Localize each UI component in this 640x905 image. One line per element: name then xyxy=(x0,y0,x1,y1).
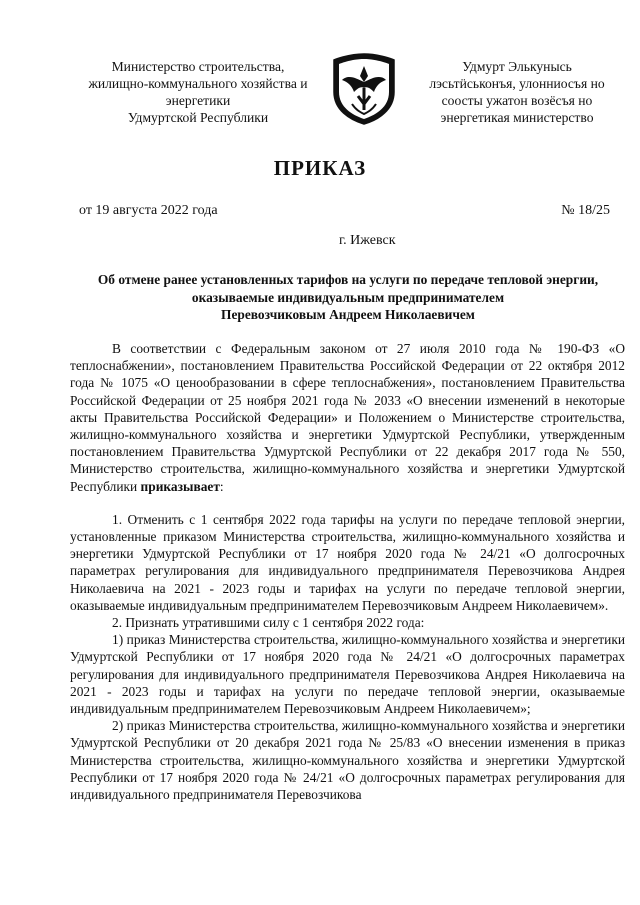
clause-1: 1. Отменить с 1 сентября 2022 года тарифы на услуги по передаче тепловой энергии, установленные приказом Министерства строительства, жилищно-коммунального хозяйства и энергетики Удмуртской Республики от 17 ноября 2020 года № 24/21 «О долгосрочных параметрах регулирования для индивидуального предпринимателя Перевозчикова Андрея Николаевича на 2021 - 2023 годы и тарифах на услуги по передаче тепловой энергии, оказываемые индивидуальным предпринимателем Перевозчиковым Андреем Николаевичем». xyxy=(70,511,625,613)
document-subject xyxy=(70,271,626,324)
ministry-name-udmurt xyxy=(410,58,624,126)
preamble-text: В соответствии с Федеральным законом от 27 июля 2010 года № 190-ФЗ «О теплоснабжении», постановлением Правительства Российской Федерации от 22 октября 2012 года № 1075 «О ценообразовании в сфере теплоснабжения», постановлением Правительства Российской Федерации от 25 ноября 2021 года № 2033 «О внесении изменений в некоторые акты Правительства Российской Федерации» и Положением о Министерстве строительства, жилищно-коммунального хозяйства и энергетики Удмуртской Республики, утвержденным постановлением Правительства Удмуртской Республики от 22 декабря 2017 года № 550, Министерство строительства, жилищно-коммунального хозяйства и энергетики Удмуртской Республики xyxy=(70,341,625,494)
subject-line: Об отмене ранее установленных тарифов на услуги по передаче тепловой энергии, xyxy=(97,272,599,287)
document-date: от 19 августа 2022 года xyxy=(79,203,218,218)
ministry-udm-line: лэсьтӥськонъя, улонниосъя но xyxy=(429,76,605,91)
ministry-udm-line: энергетикая министерство xyxy=(440,110,594,125)
ministry-udm-line: Удмурт Элькунысь xyxy=(462,59,572,74)
subject-line: оказываемые индивидуальным предпринимателем xyxy=(191,289,505,305)
subject-line: Перевозчиковым Андреем Николаевичем xyxy=(221,307,475,322)
ministry-ru-line: жилищно-коммунального хозяйства и xyxy=(88,76,308,91)
ministry-ru-line: Удмуртской Республики xyxy=(127,110,269,125)
clause-2-item-1: 1) приказ Министерства строительства, жилищно-коммунального хозяйства и энергетики Удмуртской Республики от 17 ноября 2020 года № 24/21 «О долгосрочных параметрах регулирования для индивидуального предпринимателя Перевозчикова Андрея Николаевича на 2021 - 2023 годы и тарифах на услуги по передаче тепловой энергии, оказываемые индивидуальным предпринимателем Перевозчиковым Андреем Николаевичем»; xyxy=(70,632,625,717)
clause-2-item-2: 2) приказ Министерства строительства, жилищно-коммунального хозяйства и энергетики Удмуртской Республики от 20 декабря 2021 года № 25/83 «О внесении изменения в приказ Министерства строительства, жилищно-коммунального хозяйства и энергетики Удмуртской Республики от 17 ноября 2020 года № 24/21 «О долгосрочных параметрах регулирования для индивидуального предпринимателя Перевозчикова xyxy=(70,718,625,803)
document-body xyxy=(70,340,625,803)
ministry-ru-line: Министерство строительства, xyxy=(111,59,285,74)
document-number: № 18/25 xyxy=(561,203,610,218)
clause-2: 2. Признать утратившими силу с 1 сентября 2022 года: xyxy=(112,615,425,631)
document-title: ПРИКАЗ xyxy=(273,156,367,180)
ministry-udm-line: соосты ужатон возёсъя но xyxy=(441,93,593,108)
ministry-ru-line: энергетики xyxy=(165,93,231,108)
coat-of-arms-icon xyxy=(330,52,398,126)
preamble-paragraph: В соответствии с Федеральным законом от 27 июля 2010 года № 190-ФЗ «О теплоснабжении», постановлением Правительства Российской Федерации от 22 октября 2012 года № 1075 «О ценообразовании в сфере теплоснабжения», постановлением Правительства Российской Федерации от 25 ноября 2021 года № 2033 «О внесении изменений в некоторые акты Правительства Российской Федерации» и Положением о Министерстве строительства, жилищно-коммунального хозяйства и энергетики Удмуртской Республики, утвержденным постановлением Правительства Удмуртской Республики от 22 декабря 2017 года № 550, Министерство строительства, жилищно-коммунального хозяйства и энергетики Удмуртской Республики приказывает: xyxy=(70,341,625,494)
preamble-order-word: приказывает xyxy=(140,478,220,494)
ministry-name-russian xyxy=(70,58,326,126)
document-city: г. Ижевск xyxy=(339,233,396,248)
